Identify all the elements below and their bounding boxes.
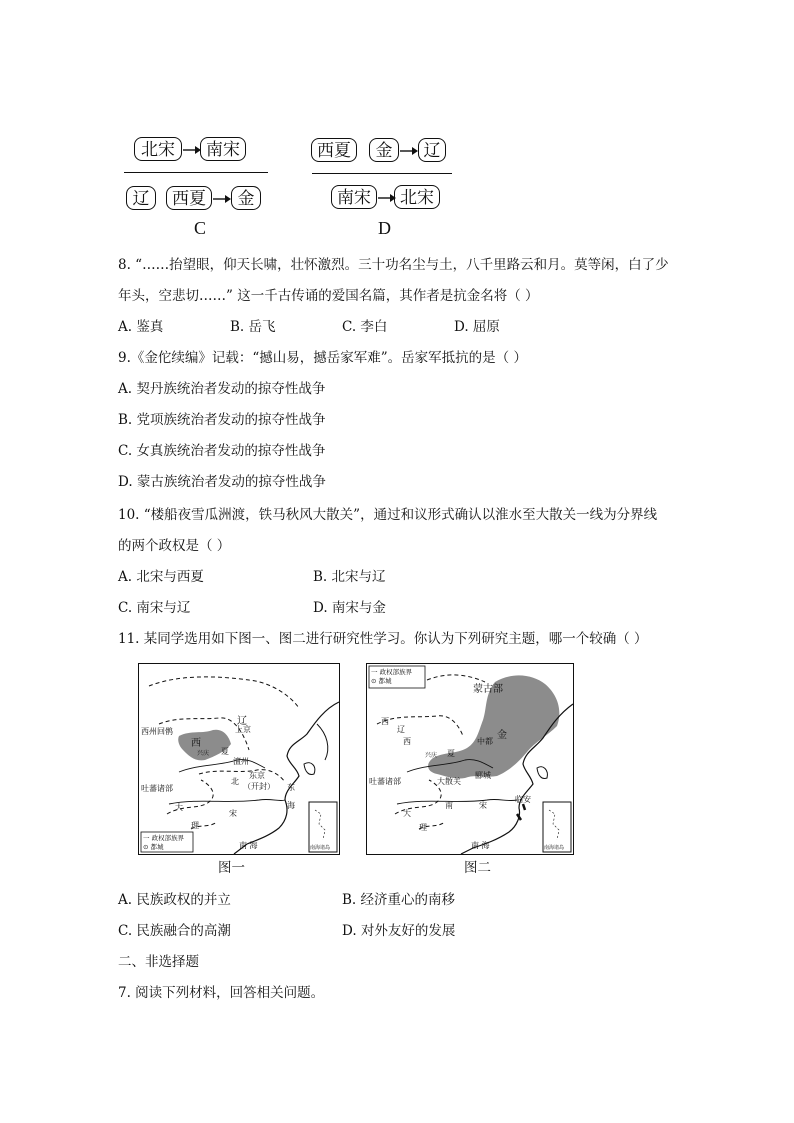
map-2-label-jin: 金 (497, 730, 507, 741)
map-2-label-nanhai: 南 海 (471, 841, 490, 850)
question-11-option-d[interactable]: D. 对外友好的发展 (342, 923, 456, 939)
map-2-label-linan: 临安 (515, 795, 531, 804)
map-2-caption: 图二 (464, 860, 491, 876)
map-1-label-xingqing: 兴庆 (197, 750, 210, 757)
diagram-c-box-xixia: 西夏 (166, 186, 212, 210)
question-9-option-d[interactable]: D. 蒙古族统治者发动的掠夺性战争 (118, 474, 326, 490)
map-2-label-song: 宋 (479, 801, 487, 810)
question-11-option-b[interactable]: B. 经济重心的南移 (342, 892, 456, 908)
map-2-label-tubo: 吐蕃诸部 (369, 777, 401, 786)
question-8-option-c[interactable]: C. 李白 (342, 319, 388, 335)
question-8-option-b[interactable]: B. 岳飞 (230, 319, 276, 335)
map-1-label-dongjing: 东京 (249, 771, 265, 780)
map-2-label-li: 理 (419, 823, 427, 832)
question-8-line-2: 年头，空悲切……” 这一千古传诵的爱国名篇，其作者是抗金名将（ ） (118, 288, 539, 304)
option-letter-d: D (378, 218, 391, 238)
question-10-line-2: 的两个政权是（ ） (118, 538, 231, 554)
map-1-label-xi: 西 (191, 738, 201, 749)
diagram-c-box-liao: 辽 (126, 186, 156, 210)
map-2-label-xingqing: 兴庆 (425, 752, 438, 759)
question-10-option-b[interactable]: B. 北宋与辽 (313, 569, 386, 585)
map-2-label-yancheng: 郾城 (475, 771, 491, 780)
map-1-label-nanhai: 南 海 (239, 841, 258, 850)
diagram-d-box-nansong: 南宋 (331, 185, 377, 209)
map-1-legend-capital: ⊙ 都城 (143, 843, 164, 851)
map-1-label-song: 宋 (229, 809, 237, 818)
question-10-line-1: 10. “楼船夜雪瓜洲渡，铁马秋风大散关”，通过和议形式确认以淮水至大散关一线为分界线 (118, 507, 658, 523)
section-2-title: 二、非选择题 (118, 954, 199, 970)
question-11-option-c[interactable]: C. 民族融合的高潮 (118, 923, 231, 939)
arrow-icon (213, 191, 231, 210)
map-2-label-dasanguan: 大散关 (437, 777, 461, 786)
map-2-label-xia: 夏 (447, 749, 455, 758)
map-2-inset-label: 南海诸岛 (544, 845, 565, 851)
diagram-d-box-liao: 辽 (418, 138, 446, 162)
map-2-label-xi2: 西 (403, 737, 411, 746)
option-letter-c: C (194, 218, 207, 238)
map-1-label-chanzhou: 澶州 (233, 757, 249, 766)
question-10-option-d[interactable]: D. 南宋与金 (313, 600, 386, 616)
question-7-stem: 7. 阅读下列材料，回答相关问题。 (118, 985, 325, 1001)
diagram-d-box-xixia: 西夏 (311, 138, 357, 162)
map-1-legend-border: 一 政权部族界 (143, 834, 185, 842)
map-1-inset-label: 南海诸岛 (310, 845, 331, 851)
question-10-option-a[interactable]: A. 北宋与西夏 (118, 569, 204, 585)
question-8-line-1: 8. “……抬望眼，仰天长啸，壮怀激烈。三十功名尘与土，八千里路云和月。莫等闲，白了少 (118, 257, 669, 273)
question-9-option-a[interactable]: A. 契丹族统治者发动的掠夺性战争 (118, 381, 326, 397)
question-9-stem: 9.《金佗续编》记载：“撼山易，撼岳家军难”。岳家军抵抗的是（ ） (118, 350, 527, 366)
map-2-drawing (367, 664, 573, 854)
question-8-option-a[interactable]: A. 鉴真 (118, 319, 164, 335)
map-1-label-da: 大 (175, 803, 183, 812)
map-1 (138, 663, 340, 855)
map-2-label-menggu: 蒙古部 (473, 684, 503, 695)
map-1-label-shangjing: 上京 (235, 725, 251, 734)
map-2-label-xi: 西 (381, 717, 389, 726)
map-1-label-dong: 东 (287, 783, 295, 792)
diagram-c-box-jin: 金 (231, 186, 261, 210)
map-1-label-tubo: 吐蕃诸部 (141, 784, 173, 793)
map-2-label-nan: 南 (445, 801, 453, 810)
map-1-label-xizhou: 西州回鹘 (141, 727, 173, 736)
diagram-d-divider (312, 173, 452, 174)
map-1-label-hai: 海 (287, 801, 295, 810)
arrow-icon (400, 143, 418, 162)
map-2 (366, 663, 574, 855)
diagram-c-box-nansong: 南宋 (200, 137, 246, 161)
map-2-label-zhongdu: 中都 (477, 737, 493, 746)
map-1-label-liao: 辽 (237, 716, 247, 727)
question-10-option-c[interactable]: C. 南宋与辽 (118, 600, 191, 616)
question-11-option-a[interactable]: A. 民族政权的并立 (118, 892, 231, 908)
map-2-label-da: 大 (403, 809, 411, 818)
map-1-caption: 图一 (218, 860, 245, 876)
map-2-legend-capital: ⊙ 都城 (371, 677, 392, 685)
question-8-option-d[interactable]: D. 屈原 (454, 319, 500, 335)
diagram-c-divider (124, 172, 268, 173)
diagram-d-box-beisong: 北宋 (394, 185, 440, 209)
diagram-c-box-beisong: 北宋 (134, 137, 182, 161)
map-2-label-liao: 辽 (397, 725, 405, 734)
question-9-option-c[interactable]: C. 女真族统治者发动的掠夺性战争 (118, 443, 326, 459)
question-9-option-b[interactable]: B. 党项族统治者发动的掠夺性战争 (118, 412, 326, 428)
question-11-stem: 11. 某同学选用如下图一、图二进行研究性学习。你认为下列研究主题，哪一个较确（ ） (118, 631, 648, 647)
map-1-label-kaifeng: （开封） (243, 782, 275, 791)
map-1-label-li: 理 (191, 821, 199, 830)
arrow-icon (183, 142, 201, 161)
map-1-label-xia: 夏 (221, 747, 229, 756)
diagram-d-box-jin: 金 (369, 138, 399, 162)
map-2-legend-border: 一 政权部族界 (371, 668, 413, 676)
map-1-label-bei: 北 (231, 777, 239, 786)
